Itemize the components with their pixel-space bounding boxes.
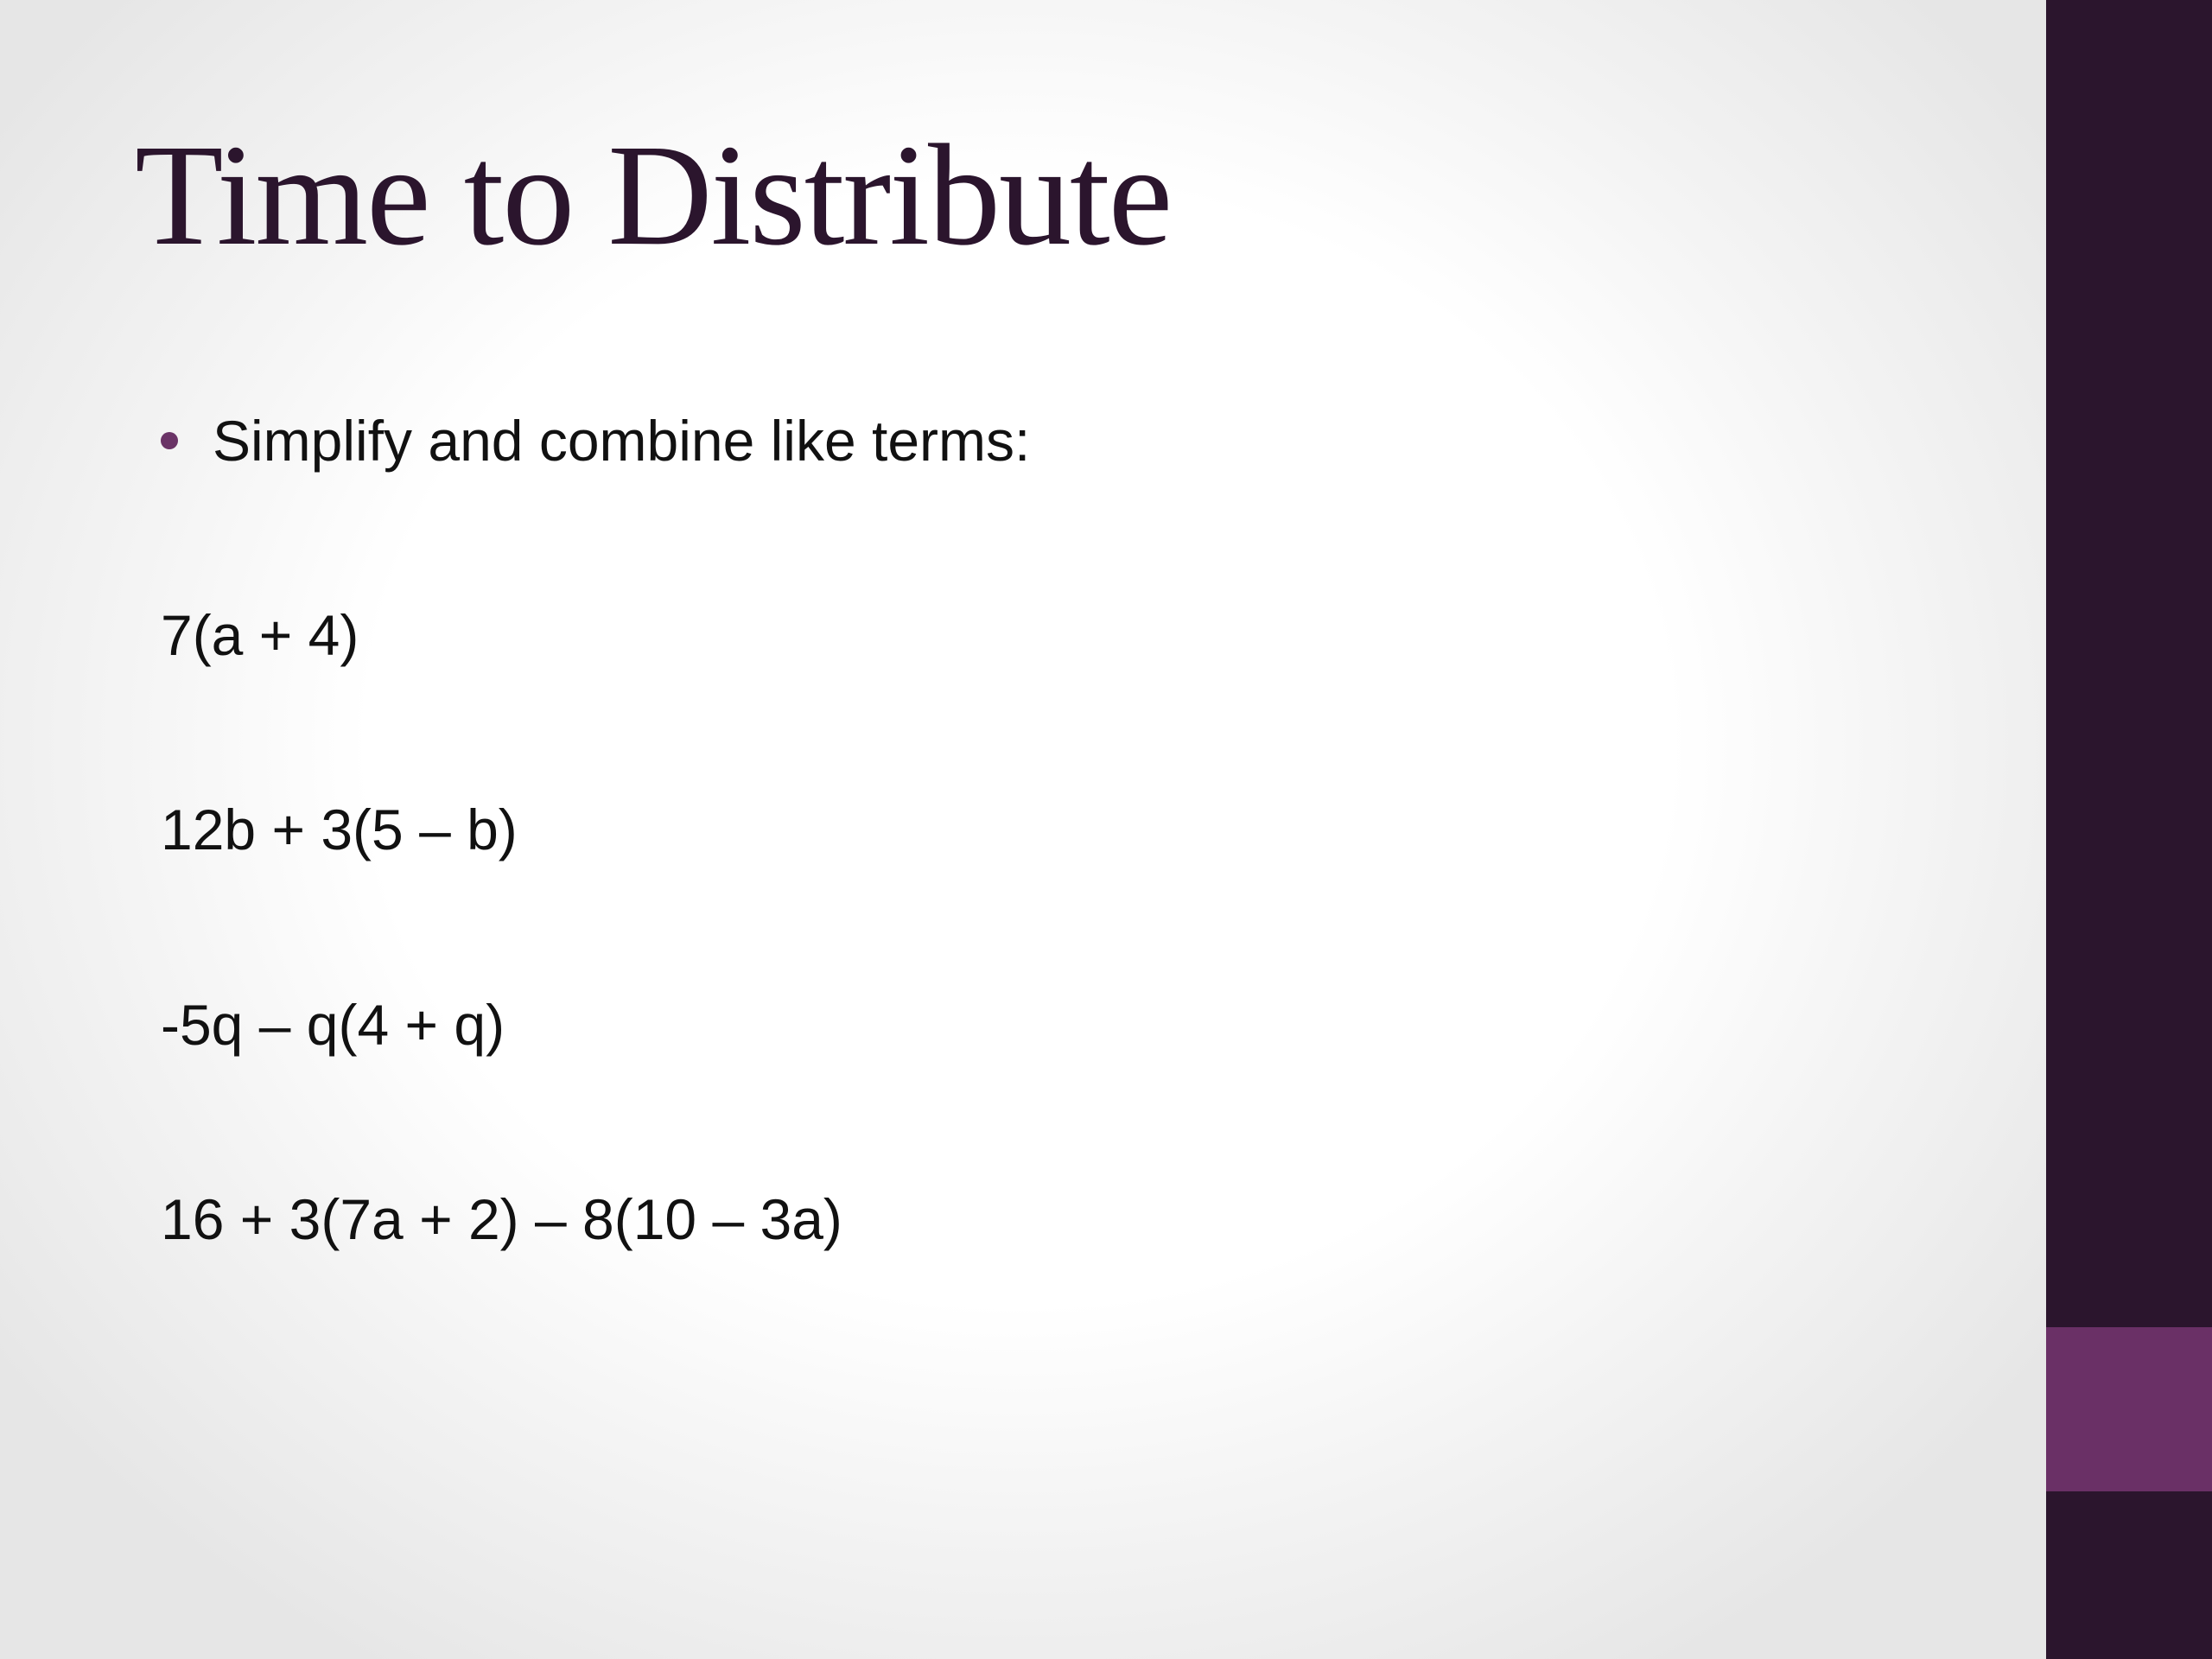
- problem-3: -5q – q(4 + q): [161, 993, 505, 1057]
- slide-title: Time to Distribute: [135, 115, 1172, 276]
- problem-2: 12b + 3(5 – b): [161, 798, 518, 861]
- side-accent: [2046, 1327, 2212, 1491]
- bullet-text: Simplify and combine like terms:: [213, 409, 1031, 473]
- problem-1: 7(a + 4): [161, 603, 359, 667]
- problem-4: 16 + 3(7a + 2) – 8(10 – 3a): [161, 1187, 842, 1251]
- bullet-item: [161, 408, 1030, 474]
- bullet-dot-icon: [161, 432, 178, 449]
